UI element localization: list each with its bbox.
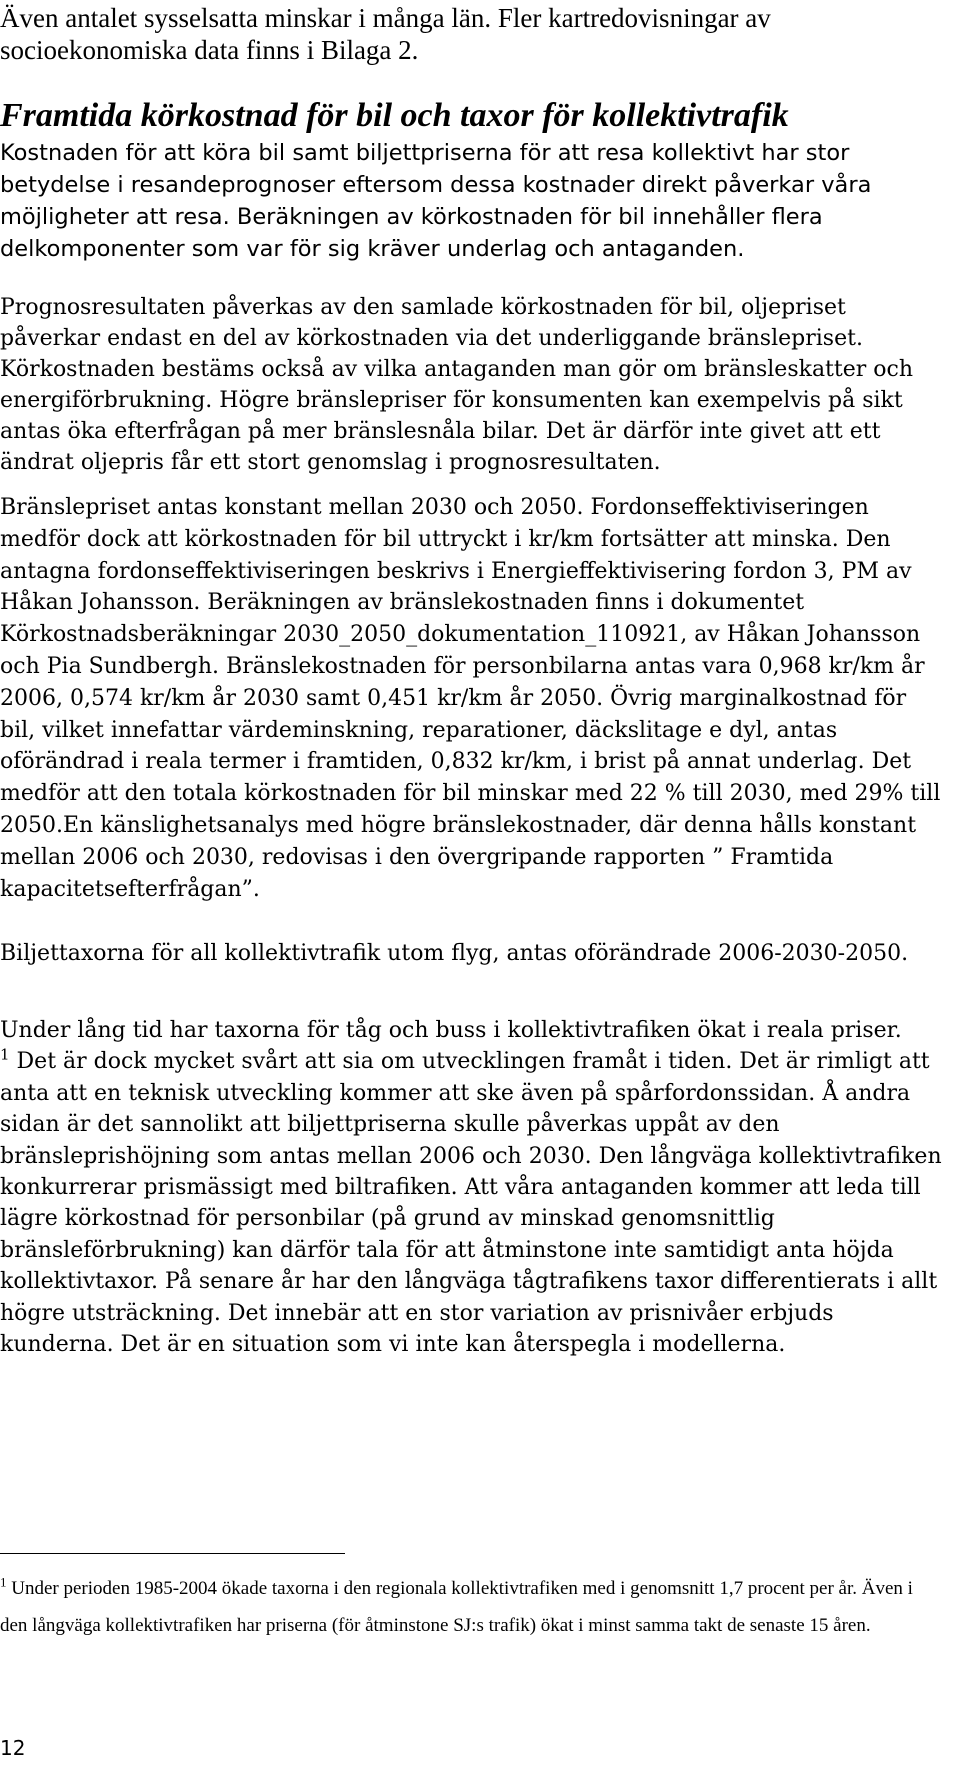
page-number: 12 (0, 1736, 26, 1760)
footnote-text: Under perioden 1985-2004 ökade taxorna i den regionala kollektivtrafiken med i genomsnitt 1,7 procent per år. Även i den långväga kollektivtrafiken har priserna (för åtminstone SJ:s trafik) ökat i minst samma takt de senaste 15 åren. (0, 1578, 913, 1636)
paragraph-fuel-price: Bränslepriset antas konstant mellan 2030 och 2050. Fordonseffektiviseringen medför dock att körkostnaden för bil uttryckt i kr/km fortsätter att minska. Den antagna fordonseffektiviseringen beskrivs i Energieffektivisering fordon 3, PM av Håkan Johansson. Beräkningen av bränslekostnaden finns i dokumentet Körkostnadsberäkningar 2030_2050_dokumentation_110921, av Håkan Johansson och Pia Sundbergh. Bränslekostnaden för personbilarna antas vara 0,968 kr/km år 2006, 0,574 kr/km år 2030 samt 0,451 kr/km år 2050. Övrig marginalkostnad för bil, vilket innefattar värdeminskning, reparationer, däckslitage e dyl, antas oförändrad i reala termer i framtiden, 0,832 kr/km, i brist på annat underlag. Det medför att den totala körkostnaden för bil minskar med 22 % till 2030, med 29% till 2050.En känslighetsanalys med högre bränslekostnader, där denna hålls konstant mellan 2006 och 2030, redovisas i den övergripande rapporten ” Framtida kapacitetsefterfrågan”. (0, 495, 941, 902)
fare-trends-rest: Det är dock mycket svårt att sia om utvecklingen framåt i tiden. Det är rimligt att anta att en teknisk utveckling kommer att ske även på spårfordonssidan. Å andra sidan är det sannolikt att biljettpriserna skulle påverkas uppåt av den bränsleprishöjning som antas mellan 2006 och 2030. Den långväga kollektivtrafiken konkurrerar prismässigt med biltrafiken. Att våra antaganden kommer att leda till lägre körkostnad för personbilar (på grund av minskad genomsnittlig bränsleförbrukning) kan därför tala för att åtminstone inte samtidigt anta höjda kollektivtaxor. På senare år har den långväga tågtrafikens taxor differentierats i allt högre utsträckning. Det innebär att en stor variation av prisnivåer erbjuds kunderna. Det är en situation som vi inte kan återspegla i modellerna. (0, 1049, 942, 1358)
footnote-reference[interactable]: 1 (0, 1046, 10, 1065)
footnote-separator (0, 1553, 345, 1554)
intro-paragraph: Även antalet sysselsatta minskar i många län. Fler kartredovisningar av socioekonomiska data finns i Bilaga 2. (0, 3, 771, 65)
paragraph-car-cost-intro: Kostnaden för att köra bil samt biljettpriserna för att resa kollektivt har stor betydelse i resandeprognoser eftersom dessa kostnader direkt påverkar våra möjligheter att resa. Beräkningen av körkostnaden för bil innehåller flera delkomponenter som var för sig kräver underlag och antaganden. (0, 140, 872, 262)
footnote (0, 1570, 945, 1644)
fare-trends-lead: Under lång tid har taxorna för tåg och buss i kollektivtrafiken ökat i reala priser. (0, 1018, 902, 1043)
section-heading: Framtida körkostnad för bil och taxor för kollektivtrafik (0, 97, 789, 134)
footnote-marker: 1 (0, 1574, 7, 1590)
paragraph-fare-trends (0, 1015, 945, 1360)
paragraph-ticket-fares: Biljettaxorna för all kollektivtrafik utom flyg, antas oförändrade 2006-2030-2050. (0, 941, 909, 966)
paragraph-forecast-results: Prognosresultaten påverkas av den samlade körkostnaden för bil, oljepriset påverkar endast en del av körkostnaden via det underliggande bränslepriset. Körkostnaden bestäms också av vilka antaganden man gör om bränsleskatter och energiförbrukning. Högre bränslepriser för konsumenten kan exempelvis på sikt antas öka efterfrågan på mer bränslesnåla bilar. Det är därför inte givet att ett ändrat oljepris får ett stort genomslag i prognosresultaten. (0, 295, 913, 475)
